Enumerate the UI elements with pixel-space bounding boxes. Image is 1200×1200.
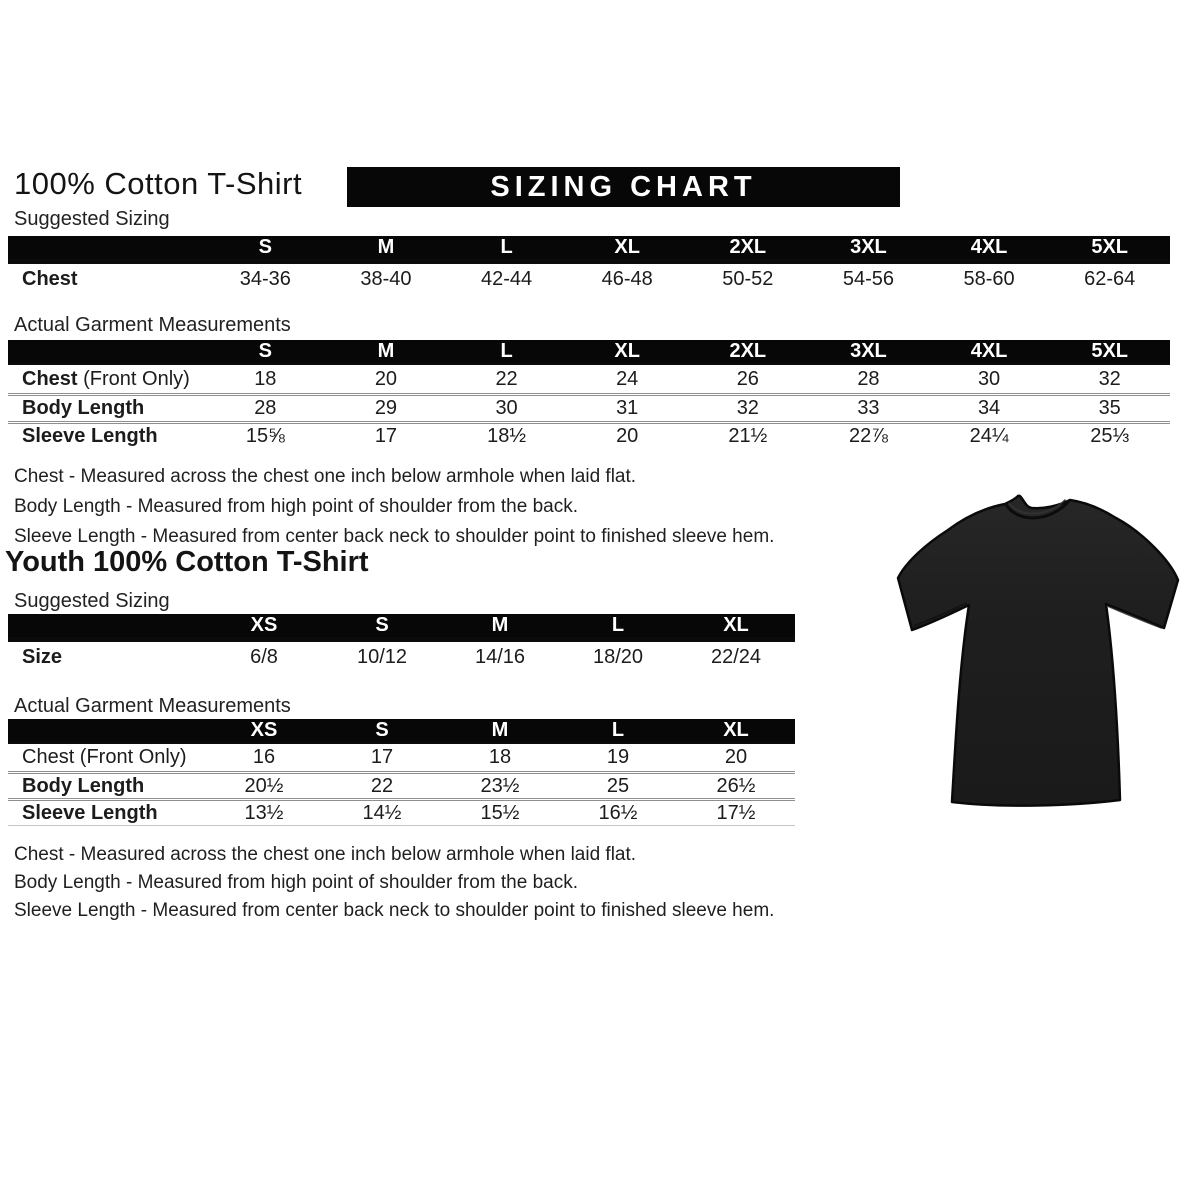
cell-value: 28 bbox=[254, 397, 277, 419]
adult-measurement-notes bbox=[14, 464, 774, 554]
youth-suggested-sizing-table bbox=[8, 614, 795, 673]
youth-measurements-label: Actual Garment Measurements bbox=[8, 695, 795, 724]
table-row-chest bbox=[8, 264, 1170, 295]
column-header: S bbox=[375, 614, 389, 636]
cell-value: 24¼ bbox=[969, 425, 1009, 447]
row-label: Chest (Front Only) bbox=[22, 746, 187, 768]
row-label-suffix: (Front Only) bbox=[77, 367, 190, 390]
column-header: 3XL bbox=[850, 340, 887, 362]
cell-value: 20 bbox=[374, 367, 398, 390]
cell-value: 22/24 bbox=[710, 646, 762, 668]
row-label-main: Chest bbox=[22, 367, 78, 390]
cell-value: 18½ bbox=[487, 425, 527, 447]
cell-value: 14/16 bbox=[474, 646, 526, 668]
cell-value: 33 bbox=[857, 397, 880, 419]
cell-value: 14½ bbox=[362, 801, 402, 824]
column-header: L bbox=[611, 614, 625, 636]
cell-value: 58-60 bbox=[963, 268, 1015, 290]
row-label: Sleeve Length bbox=[22, 801, 158, 824]
cell-value: 46-48 bbox=[601, 268, 653, 290]
note-sleeve-length: Sleeve Length - Measured from center back neck to shoulder point to finished sleeve hem. bbox=[14, 526, 775, 547]
table-row-size bbox=[8, 642, 795, 673]
youth-suggested-sizing-label: Suggested Sizing bbox=[8, 590, 795, 619]
adult-suggested-sizing-label: Suggested Sizing bbox=[8, 208, 1170, 237]
column-header: XL bbox=[723, 719, 749, 741]
page-title: 100% Cotton T-Shirt bbox=[14, 166, 303, 201]
youth-measurements-header-row bbox=[8, 719, 795, 742]
cell-value: 32 bbox=[736, 397, 759, 419]
column-header: L bbox=[611, 719, 625, 741]
adult-measurements-header-row bbox=[8, 340, 1170, 363]
column-header: L bbox=[500, 340, 513, 362]
cell-value: 15½ bbox=[480, 801, 520, 824]
note-body-length: Body Length - Measured from high point of shoulder from the back. bbox=[14, 872, 578, 893]
row-label: Sleeve Length bbox=[22, 425, 158, 447]
column-header: M bbox=[491, 614, 509, 636]
column-header: XS bbox=[250, 719, 278, 741]
cell-value: 18 bbox=[254, 367, 277, 390]
table-row-sleeve-length bbox=[8, 421, 1170, 449]
row-label: Body Length bbox=[22, 397, 145, 419]
column-header: S bbox=[375, 719, 389, 741]
row-label: Chest bbox=[22, 268, 78, 290]
table-row-body-length bbox=[8, 771, 795, 798]
column-header: XL bbox=[614, 340, 640, 362]
cell-value: 26 bbox=[736, 367, 759, 390]
row-label: Size bbox=[22, 646, 63, 668]
column-header: 5XL bbox=[1091, 236, 1129, 258]
table-row-sleeve-length bbox=[8, 798, 795, 825]
cell-value: 17 bbox=[374, 425, 398, 447]
column-header: 4XL bbox=[970, 236, 1008, 258]
cell-value: 25 bbox=[606, 774, 630, 797]
cell-value: 18 bbox=[488, 746, 512, 768]
table-row-chest-front-only bbox=[8, 744, 795, 771]
note-chest: Chest - Measured across the chest one inch below armhole when laid flat. bbox=[14, 466, 637, 487]
youth-section-title: Youth 100% Cotton T-Shirt bbox=[5, 546, 369, 578]
row-label: Body Length bbox=[22, 774, 145, 797]
cell-value: 17 bbox=[370, 746, 394, 768]
cell-value: 32 bbox=[1098, 367, 1121, 390]
tshirt-illustration bbox=[872, 462, 1192, 812]
cell-value: 62-64 bbox=[1084, 268, 1136, 290]
cell-value: 50-52 bbox=[722, 268, 774, 290]
column-header: XL bbox=[723, 614, 749, 636]
cell-value: 20 bbox=[724, 746, 748, 768]
cell-value: 28 bbox=[857, 367, 880, 390]
cell-value: 29 bbox=[374, 397, 398, 419]
adult-suggested-header-row bbox=[8, 236, 1170, 259]
cell-value: 24 bbox=[616, 367, 639, 390]
column-header: 5XL bbox=[1091, 340, 1129, 362]
cell-value: 35 bbox=[1098, 397, 1121, 419]
cell-value: 38-40 bbox=[360, 268, 412, 290]
cell-value: 26½ bbox=[716, 774, 756, 797]
column-header: M bbox=[377, 340, 395, 362]
cell-value: 15⅝ bbox=[245, 425, 285, 447]
cell-value: 22 bbox=[370, 774, 394, 797]
cell-value: 13½ bbox=[244, 801, 284, 824]
youth-measurement-notes bbox=[14, 841, 774, 925]
cell-value: 22 bbox=[495, 367, 518, 390]
column-header: 2XL bbox=[729, 236, 767, 258]
table-row-body-length bbox=[8, 393, 1170, 421]
column-header: L bbox=[500, 236, 513, 258]
column-header: M bbox=[377, 236, 395, 258]
cell-value: 20 bbox=[616, 425, 639, 447]
cell-value: 34 bbox=[977, 397, 1001, 419]
cell-value: 30 bbox=[495, 397, 518, 419]
youth-suggested-header-row bbox=[8, 614, 795, 637]
cell-value: 42-44 bbox=[480, 268, 533, 290]
cell-value: 23½ bbox=[480, 774, 520, 797]
column-header: XL bbox=[614, 236, 640, 258]
adult-suggested-sizing-table bbox=[8, 236, 1170, 295]
cell-value: 20½ bbox=[244, 774, 284, 797]
cell-value: 30 bbox=[977, 367, 1001, 390]
note-chest: Chest - Measured across the chest one inch below armhole when laid flat. bbox=[14, 844, 637, 865]
adult-measurements-label: Actual Garment Measurements bbox=[8, 314, 1170, 343]
cell-value: 54-56 bbox=[842, 268, 895, 290]
note-sleeve-length: Sleeve Length - Measured from center back neck to shoulder point to finished sleeve hem. bbox=[14, 900, 775, 921]
cell-value: 22⅞ bbox=[848, 425, 888, 447]
youth-measurements-table bbox=[8, 719, 795, 826]
cell-value: 10/12 bbox=[356, 646, 408, 668]
cell-value: 31 bbox=[616, 397, 639, 419]
sizing-chart-banner: SIZING CHART bbox=[347, 167, 900, 207]
column-header: XS bbox=[250, 614, 278, 636]
cell-value: 21½ bbox=[728, 425, 768, 447]
column-header: 3XL bbox=[850, 236, 887, 258]
tshirt-body bbox=[898, 496, 1178, 806]
cell-value: 18/20 bbox=[592, 646, 644, 668]
cell-value: 17½ bbox=[716, 801, 756, 824]
cell-value: 19 bbox=[606, 746, 630, 768]
column-header: S bbox=[258, 340, 272, 362]
cell-value: 16½ bbox=[598, 801, 638, 824]
column-header: M bbox=[491, 719, 509, 741]
adult-measurements-table bbox=[8, 340, 1170, 449]
column-header: 2XL bbox=[729, 340, 767, 362]
cell-value: 34-36 bbox=[239, 268, 291, 290]
table-row-chest-front-only bbox=[8, 365, 1170, 393]
cell-value: 25⅓ bbox=[1090, 425, 1130, 447]
tshirt-image bbox=[872, 462, 1192, 812]
column-header: S bbox=[258, 236, 272, 258]
cell-value: 6/8 bbox=[250, 646, 278, 668]
column-header: 4XL bbox=[970, 340, 1008, 362]
row-label bbox=[8, 368, 205, 391]
cell-value: 16 bbox=[252, 746, 276, 768]
note-body-length: Body Length - Measured from high point of shoulder from the back. bbox=[14, 496, 578, 517]
